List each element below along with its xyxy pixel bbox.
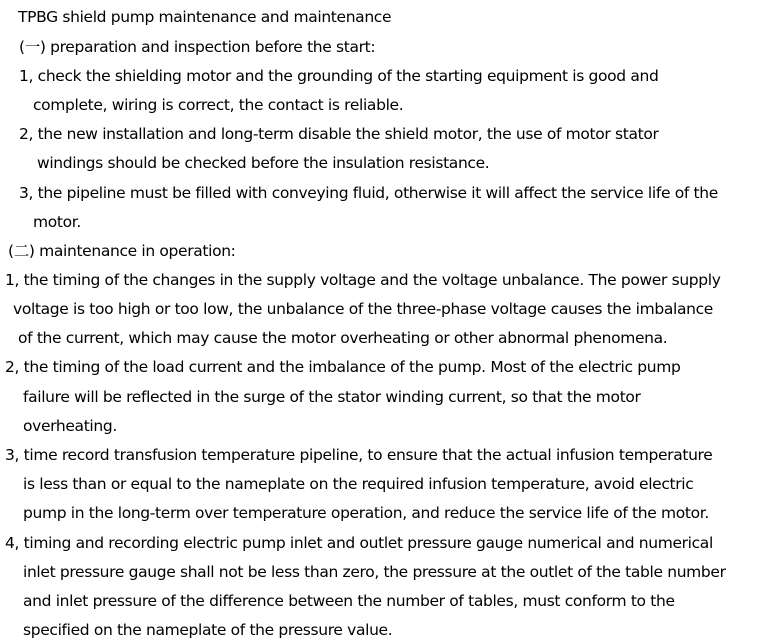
paragraph-line: pump in the long-term over temperature operation, and reduce the service life of the motor. [23, 504, 709, 522]
paragraph-line: and inlet pressure of the difference between the number of tables, must conform to the [23, 592, 675, 610]
section-heading-1: (一) preparation and inspection before the start: [19, 38, 376, 56]
paragraph-line: 1, the timing of the changes in the supply voltage and the voltage unbalance. The power supply [5, 271, 721, 289]
paragraph-line: 1, check the shielding motor and the grounding of the starting equipment is good and [19, 67, 659, 85]
paragraph-line: 3, the pipeline must be filled with conveying fluid, otherwise it will affect the service life of the [19, 184, 718, 202]
paragraph-line: specified on the nameplate of the pressure value. [23, 621, 393, 639]
document-title: TPBG shield pump maintenance and maintenance [18, 8, 392, 26]
paragraph-line: 3, time record transfusion temperature pipeline, to ensure that the actual infusion temperature [5, 446, 713, 464]
paragraph-line: windings should be checked before the insulation resistance. [37, 154, 490, 172]
paragraph-line: of the current, which may cause the motor overheating or other abnormal phenomena. [18, 329, 668, 347]
paragraph-line: 2, the timing of the load current and the imbalance of the pump. Most of the electric pump [5, 358, 681, 376]
paragraph-line: is less than or equal to the nameplate on the required infusion temperature, avoid electric [23, 475, 694, 493]
paragraph-line: failure will be reflected in the surge of the stator winding current, so that the motor [23, 388, 641, 406]
section-heading-2: (二) maintenance in operation: [8, 242, 236, 260]
paragraph-line: motor. [33, 213, 81, 231]
paragraph-line: complete, wiring is correct, the contact is reliable. [33, 96, 404, 114]
paragraph-line: overheating. [23, 417, 117, 435]
paragraph-line: voltage is too high or too low, the unbalance of the three-phase voltage causes the imbalance [13, 300, 713, 318]
paragraph-line: 4, timing and recording electric pump inlet and outlet pressure gauge numerical and numerical [5, 534, 713, 552]
paragraph-line: inlet pressure gauge shall not be less than zero, the pressure at the outlet of the table number [23, 563, 726, 581]
paragraph-line: 2, the new installation and long-term disable the shield motor, the use of motor stator [19, 125, 659, 143]
